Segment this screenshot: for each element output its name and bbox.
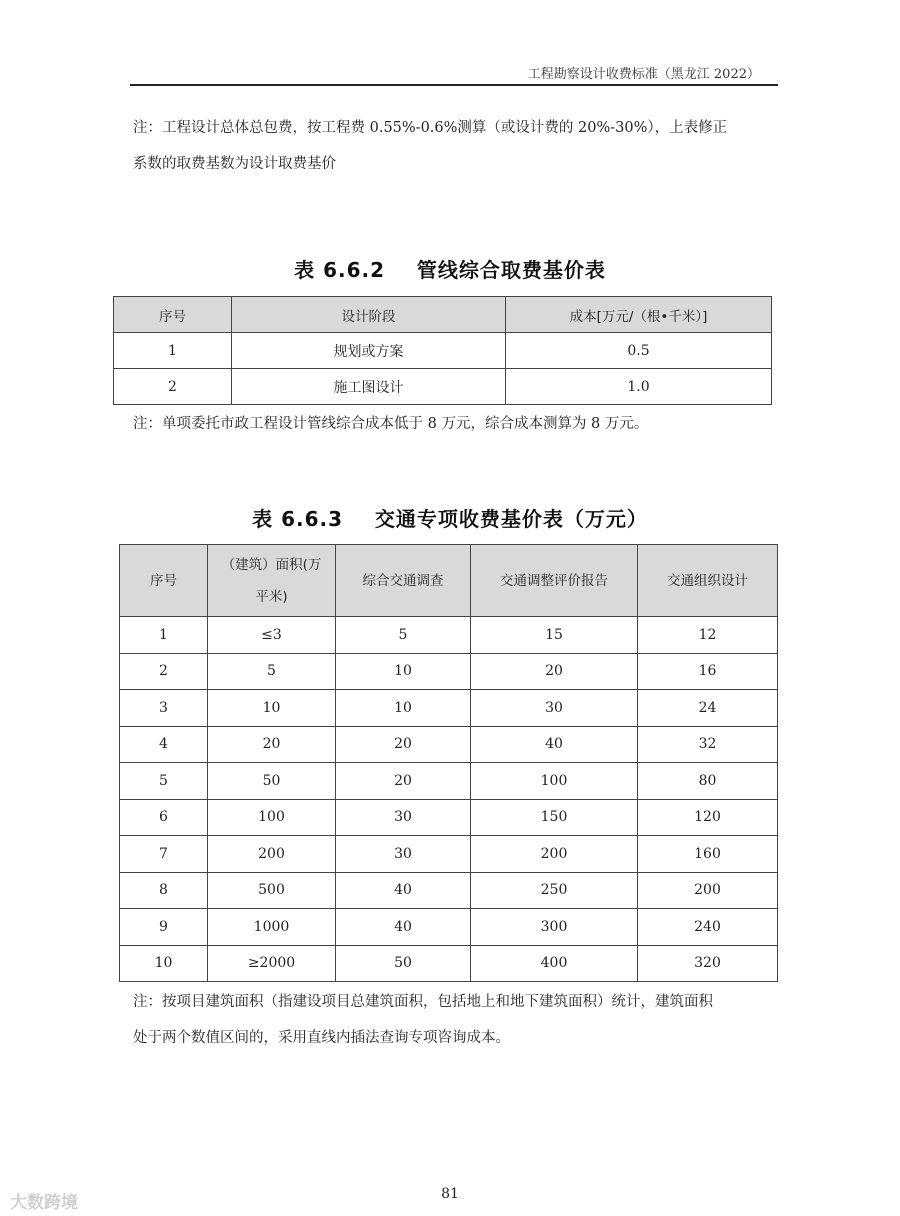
table-cell: 24: [638, 690, 778, 727]
column-header-area: [208, 545, 336, 617]
table-cell: 100: [471, 763, 638, 800]
table-663: [119, 544, 778, 982]
column-header: 序号: [114, 297, 232, 333]
table-row: [114, 369, 772, 405]
page-number: 81: [441, 1186, 459, 1202]
table-cell: 40: [336, 872, 471, 909]
table-cell: 1: [120, 617, 208, 654]
table-row: [120, 945, 778, 982]
table-cell: 8: [120, 872, 208, 909]
top-note-line-2: 系数的取费基数为设计取费基价: [133, 156, 336, 172]
table-cell: 1.0: [506, 369, 772, 405]
table-cell: 20: [336, 726, 471, 763]
column-header-area-line-2: 平米): [255, 588, 288, 605]
table-row: [120, 872, 778, 909]
table-cell: 20: [336, 763, 471, 800]
table-cell: 400: [471, 945, 638, 982]
table-cell: 120: [638, 799, 778, 836]
table-row: [120, 726, 778, 763]
table-row: [120, 799, 778, 836]
table-cell: 3: [120, 690, 208, 727]
table-cell: 250: [471, 872, 638, 909]
table-cell: 9: [120, 909, 208, 946]
table-cell: 10: [120, 945, 208, 982]
table-663-note-line-1: 注：按项目建筑面积（指建设项目总建筑面积，包括地上和地下建筑面积）统计，建筑面积: [133, 994, 713, 1010]
table-cell: 80: [638, 763, 778, 800]
table-cell: 50: [336, 945, 471, 982]
table-header-row: [120, 545, 778, 617]
table-cell: 300: [471, 909, 638, 946]
table-cell: 1000: [208, 909, 336, 946]
table-cell: 7: [120, 836, 208, 873]
table-662-caption: 表 6.6.2 管线综合取费基价表: [294, 258, 606, 282]
top-note: [133, 110, 773, 182]
table-row: [114, 333, 772, 369]
table-cell: 30: [336, 799, 471, 836]
table-cell: 30: [471, 690, 638, 727]
table-row: [120, 617, 778, 654]
table-cell: 16: [638, 653, 778, 690]
table-662-note: 注：单项委托市政工程设计管线综合成本低于 8 万元，综合成本测算为 8 万元。: [133, 416, 649, 432]
table-cell: 32: [638, 726, 778, 763]
table-663-note-line-2: 处于两个数值区间的，采用直线内插法查询专项咨询成本。: [133, 1030, 510, 1046]
table-cell: 施工图设计: [232, 369, 506, 405]
table-cell: 10: [336, 653, 471, 690]
table-cell: 500: [208, 872, 336, 909]
top-note-line-1: 注：工程设计总体总包费，按工程费 0.55%-0.6%测算（或设计费的 20%-30%），上表修正: [133, 120, 728, 136]
table-cell: 40: [336, 909, 471, 946]
table-cell: 20: [208, 726, 336, 763]
table-row: [120, 909, 778, 946]
column-header: 交通调整评价报告: [471, 545, 638, 617]
table-cell: 20: [471, 653, 638, 690]
table-cell: 10: [336, 690, 471, 727]
table-cell: 2: [114, 369, 232, 405]
table-cell: 10: [208, 690, 336, 727]
table-cell: 200: [208, 836, 336, 873]
table-cell: 6: [120, 799, 208, 836]
table-cell: ≤3: [208, 617, 336, 654]
table-cell: 30: [336, 836, 471, 873]
header-rule: [130, 84, 778, 86]
table-cell: 4: [120, 726, 208, 763]
table-cell: 2: [120, 653, 208, 690]
table-cell: 100: [208, 799, 336, 836]
table-cell: 40: [471, 726, 638, 763]
table-cell: 320: [638, 945, 778, 982]
column-header: 综合交通调查: [336, 545, 471, 617]
running-header: 工程勘察设计收费标准（黑龙江 2022）: [527, 67, 760, 82]
table-cell: 规划或方案: [232, 333, 506, 369]
table-cell: 0.5: [506, 333, 772, 369]
table-row: [120, 763, 778, 800]
table-cell: 160: [638, 836, 778, 873]
column-header-area-line-1: （建筑）面积(万: [221, 556, 322, 573]
column-header: 序号: [120, 545, 208, 617]
table-cell: 15: [471, 617, 638, 654]
table-cell: 5: [208, 653, 336, 690]
table-cell: 5: [336, 617, 471, 654]
table-cell: 50: [208, 763, 336, 800]
column-header: 交通组织设计: [638, 545, 778, 617]
column-header: 成本[万元/（根•千米）]: [506, 297, 772, 333]
table-header-row: [114, 297, 772, 333]
table-row: [120, 653, 778, 690]
watermark-logo: 大数跨境: [10, 1193, 78, 1213]
table-cell: 200: [471, 836, 638, 873]
table-662: [113, 296, 772, 405]
table-cell: 200: [638, 872, 778, 909]
table-663-caption: 表 6.6.3 交通专项收费基价表（万元）: [252, 507, 648, 531]
table-cell: 240: [638, 909, 778, 946]
table-cell: 5: [120, 763, 208, 800]
table-cell: 150: [471, 799, 638, 836]
column-header: 设计阶段: [232, 297, 506, 333]
table-row: [120, 690, 778, 727]
table-cell: ≥2000: [208, 945, 336, 982]
table-663-note: [133, 984, 773, 1056]
table-cell: 12: [638, 617, 778, 654]
table-row: [120, 836, 778, 873]
table-cell: 1: [114, 333, 232, 369]
